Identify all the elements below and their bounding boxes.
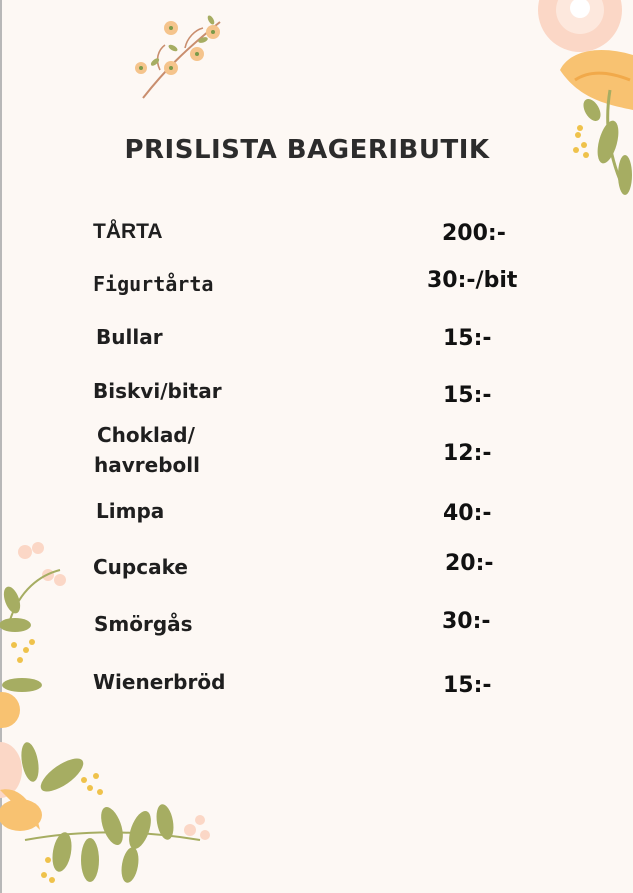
- list-item-price: 12:-: [443, 441, 492, 466]
- flower-cluster-icon: [520, 0, 633, 200]
- list-item-price: 30:-/bit: [427, 268, 518, 293]
- list-item-price: 30:-: [442, 609, 491, 634]
- list-item-price: 15:-: [443, 673, 492, 698]
- list-item-price: 15:-: [443, 383, 492, 408]
- list-item-price: 40:-: [443, 501, 492, 526]
- list-item-price: 15:-: [443, 326, 492, 351]
- flower-cluster-icon: [0, 530, 220, 893]
- flower-sprig-icon: [125, 10, 230, 105]
- list-item-name: TÅRTA: [93, 220, 163, 243]
- list-item-name: Limpa: [96, 499, 165, 523]
- list-item-name: [94, 420, 200, 480]
- list-item-name: Bullar: [96, 325, 163, 349]
- list-item-name: Biskvi/bitar: [93, 379, 222, 403]
- list-item-name: Wienerbröd: [93, 670, 226, 694]
- list-item-name-line: Choklad/: [97, 423, 195, 447]
- list-item-price: 20:-: [445, 551, 494, 576]
- list-item-name-line: havreboll: [94, 453, 200, 477]
- list-item-name: Smörgås: [94, 612, 193, 636]
- list-item-name: Cupcake: [93, 555, 188, 579]
- list-item-name: Figurtårta: [93, 272, 214, 296]
- page-title: PRISLISTA BAGERIBUTIK: [124, 135, 490, 165]
- list-item-price: 200:-: [442, 221, 506, 246]
